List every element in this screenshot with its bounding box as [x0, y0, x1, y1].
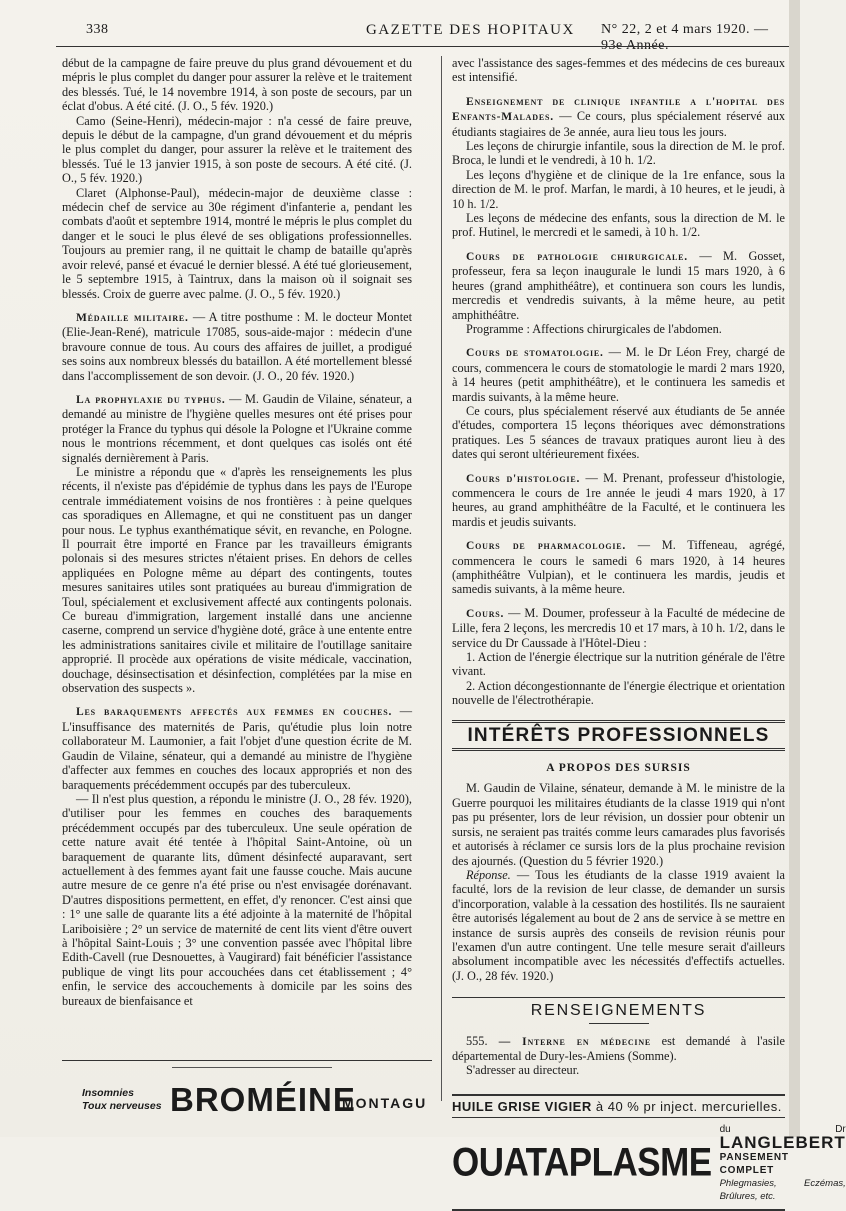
ad-detail: Phlegmasies, Eczémas, Brûlures, etc.	[719, 1178, 846, 1203]
renseignement-item	[452, 1034, 785, 1064]
page-edge	[789, 0, 800, 1137]
ad-brand: MONTAGU	[342, 1095, 428, 1111]
paragraph-text: est demandé à l'asile départemental de Dury-les-Amiens (Somme).	[452, 1033, 785, 1063]
citation-paragraph: Claret (Alphonse-Paul), médecin-major de deuxième classe : médecin chef de service au 30e régiment d'infanterie a, pendant les combats d'août et septembre 1914, montré le mépris le plus complet du danger et le souci le plus élevé de ses obligations professionnelles. Toujours au premier rang, il ne quittait le champ de bataille qu'après avoir relevé, pansé et évacué le dernier blessé. A été tué glorieusement, le 5 septembre 1915, à Taintrux, dans la maison où il soignait ses blessés. Croix de guerre avec palme. (J. O., 5 fév. 1920.)	[62, 185, 412, 301]
left-column	[62, 56, 412, 1008]
enseignement-paragraph	[452, 94, 785, 139]
typhus-paragraph	[62, 392, 412, 465]
paragraph-text: — M. Doumer, professeur à la Faculté de médecine de Lille, fera 2 leçons, les mercredis 10 et 17 mars, à 10 h. 1/2, dans le service du Dr Caussade à l'Hôtel-Dieu :	[452, 605, 785, 650]
paragraph-text: — M. Prenant, professeur d'histologie, commencera le cours de 1re année le jeudi 4 mars 1920, à 17 heures, au grand amphithéâtre de la Faculté, et le continuera les mardis et jeudis suivants.	[452, 470, 785, 529]
citation-paragraph: Camo (Seine-Henri), médecin-major : n'a cessé de faire preuve, depuis le début de la campagne, d'un grand dévouement et du mépris le plus complet du danger, pour assurer la relève et le traitement des blessés. Tué le 13 janvier 1915, à son poste de secours. A été cité. (J. O., 5 fév. 1920.)	[62, 113, 412, 186]
ad-rule	[172, 1067, 332, 1068]
ad-detail: Toux nerveuses	[82, 1100, 162, 1112]
short-rule	[589, 1023, 649, 1024]
issue-info: N° 22, 2 et 4 mars 1920. — 93e Année.	[601, 22, 769, 53]
ad-indications	[82, 1087, 162, 1113]
paragraph-text: — M. le Dr Léon Frey, chargé de cours, commencera le cours de stomatologie le mardi 2 mars 1920, à 14 heures (petit amphithéâtre), et le continuera les samedis et mardis suivants, à la même heure.	[452, 345, 785, 404]
ad-product: HUILE GRISE VIGIER	[452, 1098, 592, 1114]
histologie-paragraph	[452, 471, 785, 530]
bromeine-ad	[62, 1060, 432, 1121]
ad-product: OUATAPLASME	[452, 1139, 712, 1185]
typhus-paragraph-2: Le ministre a répondu que « d'après les renseignements les plus récents, il n'existe pas d'épidémie de typhus dans les pays de l'Europe centrale immédiatement voisins de nos frontières : à peine quelques cas sporadiques en Allemagne, et qui ne constituent pas un danger pour nous. Le typhus exanthématique sévit, en revanche, en Pologne. Il pourrait être importé en France par les travailleurs émigrants polonais si des mesures strictes n'étaient prises. En dehors de celles appliquées en Pologne même au départ des contingents, toutes mesures sanitaires utiles sont pratiquées au bureau d'immigration de Toul, spécialement et exclusivement affecté aux contingents polonais. Ce bureau d'immigration, largement installé dans une ancienne caserne, comprend un service d'hygiène doté, grâce à une entente entre les administrations sanitaires civile et militaire de l'outillage sanitaire approprié. Il procède aux opérations de visite médicale, vaccination, douchage, désinsectisation et désinfection, complétées par la mise en observation des suspects ».	[62, 464, 412, 696]
citation-paragraph: début de la campagne de faire preuve du plus grand dévouement et du mépris le plus complet du danger pour assurer la relève et le traitement des blessés. Tué, le 14 novembre 1914, à son poste de secours, par un éclat d'obus. A été cité. (J. O., 5 fév. 1920.)	[62, 56, 412, 114]
ad-product: BROMÉINE	[170, 1081, 356, 1118]
enseignement-paragraph-3: Les leçons d'hygiène et de clinique de la 1re enfance, sous la direction de M. le prof. Marfan, le mardi, à 10 heures, et le jeudi, à 10 h. 1/2.	[452, 167, 785, 211]
section-heading: Les baraquements affectés aux femmes en couches.	[76, 706, 393, 719]
section-heading: Cours d'histologie.	[466, 472, 581, 485]
section-heading: Médaille militaire.	[76, 311, 189, 324]
section-heading: Cours de stomatologie.	[466, 347, 604, 360]
pathologie-paragraph	[452, 249, 785, 322]
cours-item-2: 2. Action décongestionnante de l'énergie électrique et orientation nouvelle de l'électrothérapie.	[452, 678, 785, 708]
stomatologie-paragraph	[452, 345, 785, 404]
ad-detail: à 40 % pr inject. mercurielles.	[595, 1098, 782, 1114]
section-heading: Cours de pharmacologie.	[466, 540, 627, 553]
renseignement-contact: S'adresser au directeur.	[466, 1063, 580, 1078]
ad-details	[720, 1122, 846, 1203]
paragraph-text: — M. Gaudin de Vilaine, sénateur, a demandé au ministre de l'hygiène quelles mesures ont été prises pour protéger la France du typhus qui désole la Pologne et l'Ukraine comme nous le montrions récemment, et dont quelques cas isolés ont été signalés dernièrement à Paris.	[62, 391, 412, 465]
item-number: 555.	[466, 1033, 488, 1048]
interets-professionnels-banner: INTÉRÊTS PROFESSIONNELS	[452, 720, 785, 751]
enseignement-paragraph-2: Les leçons de chirurgie infantile, sous la direction de M. le prof. Broca, le lundi et le vendredi, à 10 h. 1/2.	[452, 139, 785, 168]
page-number: 338	[86, 22, 109, 37]
baraquements-paragraph	[62, 704, 412, 791]
ouataplasme-ad	[452, 1122, 846, 1211]
continued-paragraph: avec l'assistance des sages-femmes et des médecins de ces bureaux est intensifié.	[452, 56, 785, 85]
ad-detail: Insomnies	[82, 1087, 134, 1099]
medaille-paragraph	[62, 310, 412, 383]
section-heading: Cours.	[466, 607, 505, 620]
sursis-question: M. Gaudin de Vilaine, sénateur, demande à M. le ministre de la Guerre pourquoi les militaires étudiants de la classe 1919 qui n'ont pas pu présenter, lors de leur révision, un dossier pour obtenir un sursis, ne seraient pas traités comme leurs camarades plus favorisés et autorisés à réclamer ce sursis lors de la plus prochaine revision des ajournés. (Question du 5 février 1920.)	[452, 781, 785, 868]
paragraph-text: — Tous les étudiants de la classe 1919 avaient la faculté, lors de la revision de leur classe, de demander un sursis d'incorporation, valable à la cessation des hostilités. Ils ne sauraient être autorisés légalement au bout de 2 ans de service à se mettre en instance de sursis auprès des conseils de revision réunis pour l'examen d'un autre contingent. Une telle mesure serait d'ailleurs absolument incompatible avec les nécessités d'effectifs actuelles. (J. O., 28 fév. 1920.)	[452, 867, 785, 983]
sursis-response	[452, 868, 785, 983]
paragraph-text: — M. Tiffeneau, agrégé, commencera le cours le samedi 6 mars 1920, à 14 heures (amphithéâtre Vulpian), et le continuera les mardis, jeudis et samedis suivants, à la même heure.	[452, 538, 785, 597]
cours-paragraph	[452, 606, 785, 650]
enseignement-paragraph-4: Les leçons de médecine des enfants, sous la direction de M. le prof. Hutinel, le mercredi et le samedi, à 10 h. 1/2.	[452, 211, 785, 240]
column-divider	[441, 56, 442, 1101]
response-label: Réponse.	[466, 867, 511, 882]
paragraph-text: — L'insuffisance des maternités de Paris, qu'étudie plus loin notre collaborateur M. Laumonier, a fait l'objet d'une question écrite de M. Gaudin de Vilaine, sénateur, qui a demandé au ministre de l'hygiène d'affecter aux femmes en couches des locaux appropriés et non des baraquements précédemment occupés par des tuberculeux.	[62, 704, 412, 792]
section-heading: Cours de pathologie chirurgicale.	[466, 250, 688, 263]
renseignements-heading: RENSEIGNEMENTS	[452, 997, 785, 1018]
sursis-heading: A PROPOS DES SURSIS	[546, 762, 691, 775]
journal-title: GAZETTE DES HOPITAUX	[366, 22, 575, 38]
section-heading: — Interne en médecine	[487, 1035, 652, 1048]
ad-brand: LANGLEBERT	[719, 1133, 846, 1153]
ad-detail: PANSEMENT COMPLET	[719, 1152, 789, 1177]
right-column	[452, 56, 846, 1211]
page-header	[56, 18, 786, 53]
huile-grise-ad	[452, 1094, 785, 1118]
cours-item-1: 1. Action de l'énergie électrique sur la nutrition générale de l'être vivant.	[452, 650, 785, 679]
header-rule	[56, 46, 789, 47]
pharmacologie-paragraph	[452, 538, 785, 597]
baraquements-paragraph-2: — Il n'est plus question, a répondu le ministre (J. O., 28 fév. 1920), d'utiliser pour les femmes en couches des baraquements précédemment occupés par des tuberculeux. Une seule opération de cette nature avait été tentée à l'hôpital Saint-Antoine, où un baraquement de quarante lits, dûment désinfecté auparavant, sert actuellement à des femmes ayant fait une fausse couche. Mais aucune autre mesure de ce genre n'a été prise ou n'est envisagée dorénavant. D'autres dispositions permettent, en effet, d'y renoncer. C'est ainsi que : 1° une salle de quarante lits a été adjointe à la maternité de l'hôpital Lariboisière ; 2° un service de maternité de cent lits vient d'être ouvert à l'hôpital Saint-Louis ; 3° une convention passée avec l'hôpital libre Edith-Cavell (rue Desnouettes, à Vaugirard) fait bénéficier l'assistance publique de vingt lits pour accouchées dans cet établissement ; 4° enfin, le service des accouchements à domicile par les soins des bureaux de bienfaisance et	[62, 791, 412, 1008]
paragraph-text: — Ce cours, plus spécialement réservé aux étudiants stagiaires de 3e année, aura lieu tous les jours.	[452, 109, 785, 139]
section-heading: La prophylaxie du typhus.	[76, 393, 226, 406]
section-heading: Enseignement de clinique infantile a l'hopital des Enfants-Malades.	[452, 95, 785, 124]
ad-detail: du Dr	[719, 1124, 846, 1136]
pathologie-paragraph-2: Programme : Affections chirurgicales de l'abdomen.	[466, 321, 722, 336]
stomatologie-paragraph-2: Ce cours, plus spécialement réservé aux étudiants de 5e année d'études, comportera 15 leçons théoriques avec démonstrations pratiques. Les 5 séances de travaux pratiques auront lieu à des dates qui seront ultérieurement fixées.	[452, 403, 785, 462]
paragraph-text: — M. Gosset, professeur, fera sa leçon inaugurale le lundi 15 mars 1920, à 6 heures (grand amphithéâtre), et continuera son cours les lundis, mercredis et vendredis suivants, à la même heure, au petit amphithéâtre.	[452, 248, 785, 322]
paragraph-text: — A titre posthume : M. le docteur Montet (Elie-Jean-René), matricule 17085, sous-aide-major : médecin d'une bravoure connue de tous. Au cours des affaires de juillet, a prodigué ses soins aux nombreux blessés du bataillon. A été mortellement blessé dans l'accomplissement de son devoir. (J. O., 20 fév. 1920.)	[62, 309, 412, 383]
